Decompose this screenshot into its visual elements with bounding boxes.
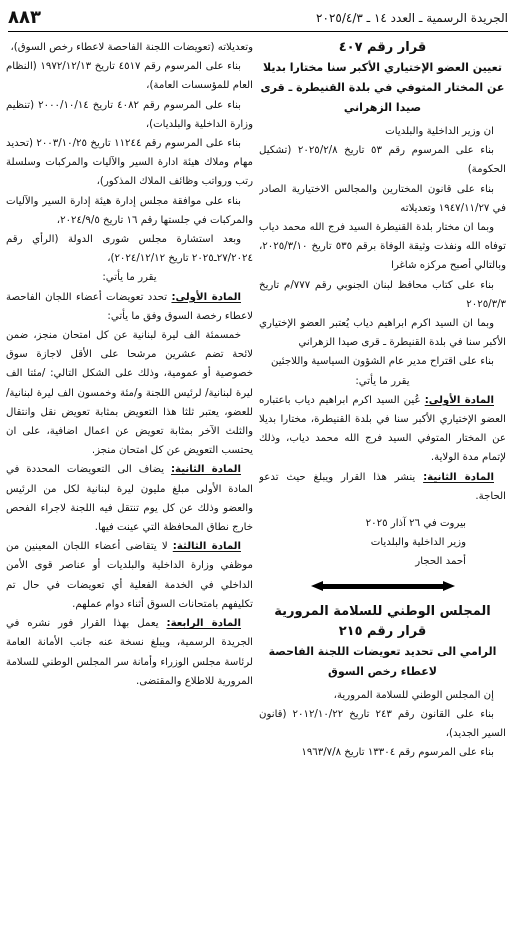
gazette-issue-title: الجريدة الرسمية ـ العدد ١٤ ـ ٢٠٢٥/٤/٣ — [316, 11, 508, 25]
article-label: المادة الرابعة: — [166, 618, 241, 630]
decision-215-basis-2: بناء على المرسوم رقم ١٣٣٠٤ تاريخ ١٩٦٣/٧/٨ — [301, 747, 494, 759]
article-label: المادة الثانية: — [423, 471, 494, 483]
page-number: ٨٨٣ — [8, 7, 41, 28]
article-text: يعمل بهذا القرار فور نشره في الجريدة الرسمية، ويبلغ نسخة عنه جانب الأمانة العامة لرئاسة مجلس الوزراء وأمانة سر المجلس الوطني للسلامة المرورية للاطلاع والمقتضى. — [6, 618, 253, 687]
decision-215-article-1-detail: خمسمئة الف ليرة لبنانية عن كل امتحان منجز، ضمن لائحة تضم عشرين مرشحا على الأقل لاجازة سوق خصوصية أو عمومية، وذلك على الشكل التالي: /مئتا الف ليرة لبنانية/ لرئيس اللجنة و/مئة وخمسون الف ليرة لبنانية/ للعضو، يعتبر ثلثا هذا التعويض بمثابة تعويض نقل وانتقال والثلث الآخر بمثابة تعويض عن اعمال اضافية، على ان يحتسب التعويض عن كل امتحان منجز. — [6, 330, 253, 457]
right-column — [259, 38, 506, 926]
decision-407-basis-4: بناء على كتاب محافظ لبنان الجنوبي رقم ٧٧٧/م تاريخ ٢٠٢٥/٣/٣ — [259, 279, 506, 310]
decision-407-basis-6: بناء على اقتراح مدير عام الشؤون السياسية واللاجئين — [270, 356, 494, 368]
article-label: المادة الثانية: — [170, 464, 241, 476]
decision-215-article-3 — [6, 537, 253, 614]
decision-215-basis-1: بناء على القانون رقم ٢٤٣ تاريخ ٢٠١٢/١٠/٢٢ (قانون السير الجديد)، — [259, 708, 506, 740]
article-text: تحدد تعويضات أعضاء اللجان الفاحصة لاعطاء رخصة السوق وفق ما يأتي: — [6, 291, 253, 322]
article-text: ينشر هذا القرار ويبلغ حيث تدعو الحاجة. — [259, 471, 506, 502]
decision-215-basis-3: بناء على المرسوم رقم ٤٥١٧ تاريخ ١٩٧٢/١٢/١٣ (النظام العام للمؤسسات العامة)، — [6, 61, 253, 92]
decision-215-basis-5: بناء على المرسوم رقم ١١٢٤٤ تاريخ ٢٠٠٣/١٠/٢٥ (تحديد مهام وملاك هيئة ادارة السير والآليات والمركبات وسلسلة رتب ورواتب وظائف الملاك المذكور)، — [6, 138, 253, 188]
decision-215-preamble: إن المجلس الوطني للسلامة المرورية، — [333, 689, 494, 701]
decision-407-basis-2: بناء على قانون المختارين والمجالس الاختيارية الصادر في ١٩٤٧/١١/٢٧ وتعديلاته — [259, 183, 506, 214]
decision-215-basis-4: بناء على المرسوم رقم ٤٠٨٢ تاريخ ٢٠٠٠/١٠/١٤ (تنظيم وزارة الداخلية والبلديات)، — [6, 99, 253, 130]
decision-215-number: قرار رقم ٢١٥ — [338, 623, 427, 639]
decision-215-article-4 — [6, 614, 253, 691]
article-label: المادة الأولى: — [424, 394, 494, 406]
decision-215-article-1 — [6, 288, 253, 326]
section-divider — [259, 576, 506, 598]
left-column — [6, 38, 253, 926]
decision-407-signer-name: أحمد الحجار — [415, 556, 466, 568]
decision-215-basis-2-cont: وتعديلاته (تعويضات اللجنة الفاحصة لاعطاء رخص السوق)، — [10, 42, 253, 53]
page-header — [8, 6, 508, 32]
decision-407-signer-title: وزير الداخلية والبلديات — [370, 537, 466, 549]
decision-407-number: قرار رقم ٤٠٧ — [338, 40, 427, 55]
decision-407-basis-1: بناء على المرسوم رقم ٥٣ تاريخ ٢٠٢٥/٢/٨ (تشكيل الحكومة) — [259, 145, 506, 176]
decision-407-article-2 — [259, 468, 506, 506]
article-label: المادة الأولى: — [171, 291, 241, 303]
decision-215-decides: يقرر ما يأتي: — [102, 272, 157, 284]
decision-407-title: تعيين العضو الإختياري الأكبر سنا مختارا بديلا عن المختار المتوفي في بلدة القنيطرة ـ قرى صيدا الزهراني — [260, 61, 505, 114]
council-name: المجلس الوطني للسلامة المرورية — [274, 603, 491, 619]
article-text: يضاف الى التعويضات المحددة في المادة الأولى مبلغ مليون ليرة لبنانية لكل من الرئيس والعضو وذلك عن كل يوم تنتقل فيه اللجنة لاجراء الفحص خارج نطاق المحافظة التي عينت فيها. — [6, 464, 253, 534]
decision-407-basis-3: وبما ان مختار بلدة القنيطرة السيد فرج الله محمد دياب توفاه الله ونفذت وثيقة الوفاة برقم ٥٣٥ تاريخ ٢٠٢٥/٣/١٠، وبالتالي أصبح مركزه شاغرا — [259, 222, 506, 272]
decision-407-date: بيروت في ٢٦ آذار ٢٠٢٥ — [365, 518, 466, 530]
decision-215-basis-6: بناء على موافقة مجلس إدارة هيئة إدارة السير والآليات والمركبات في جلستها رقم ١٦ تاريخ ٢٠٢٤/٩/٥، — [6, 195, 253, 226]
decision-215-article-2 — [6, 460, 253, 537]
decision-407-preamble: ان وزير الداخلية والبلديات — [385, 126, 494, 137]
decision-215-basis-7: وبعد استشارة مجلس شورى الدولة (الرأي رقم ٢٧/٢٠٢٤ـ٢٠٢٥ تاريخ ٢٠٢٤/١٢/١٢)، — [6, 234, 253, 265]
article-text: عُين السيد اكرم ابراهيم دياب باعتباره العضو الإختياري الأكبر سنا في بلدة القنيطرة، مختارا بديلا عن المختار المتوفي السيد فرج الله محمد دياب، وذلك لإتمام مدة الولاية. — [259, 394, 506, 464]
decision-407-article-1 — [259, 391, 506, 468]
article-text: لا يتقاضى أعضاء اللجان المعينين من موظفي وزارة الداخلية والبلديات أو عناصر قوى الأمن الداخلي في الخدمة الفعلية أي تعويضات في حال تم تكليفهم بامتحانات السوق أثناء دوام عملهم. — [6, 541, 253, 610]
decision-407-basis-5: وبما ان السيد اكرم ابراهيم دياب يُعتبر العضو الإختياري الأكبر سنا في بلدة القنيطرة ـ قرى صيدا الزهراني — [259, 318, 506, 349]
decision-407-decides: يقرر ما يأتي: — [355, 375, 410, 387]
article-label: المادة الثالثة: — [172, 541, 241, 553]
decision-215-title: الرامي الى تحديد تعويضات اللجنة الفاحصة لاعطاء رخص السوق — [268, 644, 497, 678]
